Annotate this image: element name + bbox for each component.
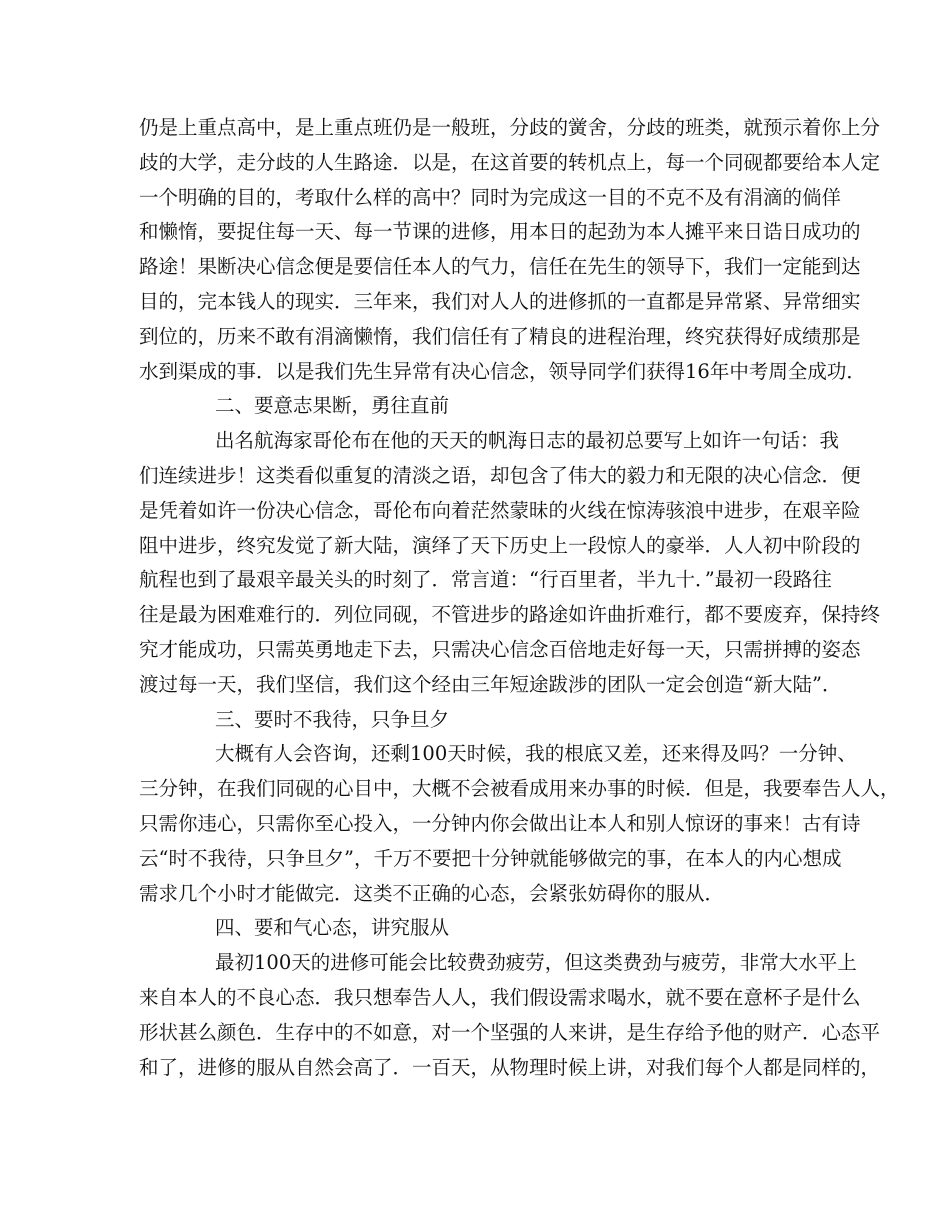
text-line: 是凭着如许一份决心信念，哥伦布向着茫然蒙昧的火线在惊涛骇浪中进步，在艰辛险 — [139, 498, 861, 522]
text-line: 云“时不我待，只争旦夕”，千万不要把十分钟就能够做完的事，在本人的内心想成 — [139, 846, 842, 870]
text-line: 需求几个小时才能做完．这类不正确的心态，会紧张妨碍你的服从． — [139, 881, 725, 905]
paragraph-1 — [139, 111, 881, 389]
text-line: 和了，进修的服从自然会高了．一百天，从物理时候上讲，对我们每个人都是同样的， — [139, 1055, 881, 1079]
text-line: 仍是上重点高中，是上重点班仍是一般班，分歧的黉舍，分歧的班类，就预示着你上分 — [139, 116, 881, 139]
text-line: 渡过每一天，我们坚信，我们这个经由三年短途跋涉的团队一定会创造“新大陆”． — [139, 672, 842, 696]
text-line: 出名航海家哥伦布在他的天天的帆海日志的最初总要写上如许一句话：我 — [215, 429, 840, 453]
text-line: 水到渠成的事．以是我们先生异常有决心信念，领导同学们获得16年中考周全成功． — [139, 359, 866, 383]
text-line: 阻中进步，终究发觉了新大陆，演绎了天下历史上一段惊人的豪举．人人初中阶段的 — [139, 533, 861, 557]
paragraph-4 — [139, 946, 881, 1085]
text-line: 到位的，历来不敢有涓滴懒惰，我们信任有了精良的进程治理，终究获得好成绩那是 — [139, 324, 861, 348]
text-line: 最初100天的进修可能会比较费劲疲劳，但这类费劲与疲劳，非常大水平上 — [215, 951, 857, 975]
text-line: 路途！果断决心信念便是要信任本人的气力，信任在先生的领导下，我们一定能到达 — [139, 255, 861, 279]
text-line: 究才能成功，只需英勇地走下去，只需决心信念百倍地走好每一天，只需拼搏的姿态 — [139, 637, 861, 661]
text-line: 形状甚么颜色．生存中的不如意，对一个坚强的人来讲，是生存给予他的财产．心态平 — [139, 1020, 881, 1044]
section-heading-3: 三、要时不我待，只争旦夕 — [215, 707, 450, 731]
text-line: 三分钟，在我们同砚的心目中，大概不会被看成用来办事的时候．但是，我要奉告人人， — [139, 777, 900, 801]
section-heading-2: 二、要意志果断，勇往直前 — [215, 394, 450, 418]
text-line: 一个明确的目的，考取什么样的高中？同时为完成这一目的不克不及有涓滴的倘佯 — [139, 185, 842, 209]
paragraph-3 — [139, 737, 900, 911]
text-line: 大概有人会咨询，还剩100天时候，我的根底又差，还来得及吗？一分钟、 — [215, 742, 857, 766]
section-heading-4: 四、要和气心态，讲究服从 — [215, 916, 450, 940]
document-body — [139, 111, 900, 1085]
paragraph-2 — [139, 424, 881, 702]
text-line: 航程也到了最艰辛最关头的时刻了．常言道：“行百里者，半九十．”最初一段路往 — [139, 568, 832, 592]
text-line: 和懒惰，要捉住每一天、每一节课的进修，用本日的起劲为本人摊平来日诰日成功的 — [139, 220, 861, 244]
text-line: 往是最为困难难行的．列位同砚，不管进步的路途如许曲折难行，都不要废弃，保持终 — [139, 603, 881, 627]
text-line: 来自本人的不良心态．我只想奉告人人，我们假设需求喝水，就不要在意杯子是什么 — [139, 985, 861, 1009]
text-line: 们连续进步！这类看似重复的清淡之语，却包含了伟大的毅力和无限的决心信念．便 — [139, 463, 861, 487]
text-line: 只需你违心，只需你至心投入，一分钟内你会做出让本人和别人惊讶的事来！古有诗 — [139, 811, 861, 835]
text-line: 歧的大学，走分歧的人生路途．以是，在这首要的转机点上，每一个同砚都要给本人定 — [139, 150, 881, 174]
text-line: 目的，完本钱人的现实．三年来，我们对人人的进修抓的一直都是异常紧、异常细实 — [139, 289, 861, 313]
